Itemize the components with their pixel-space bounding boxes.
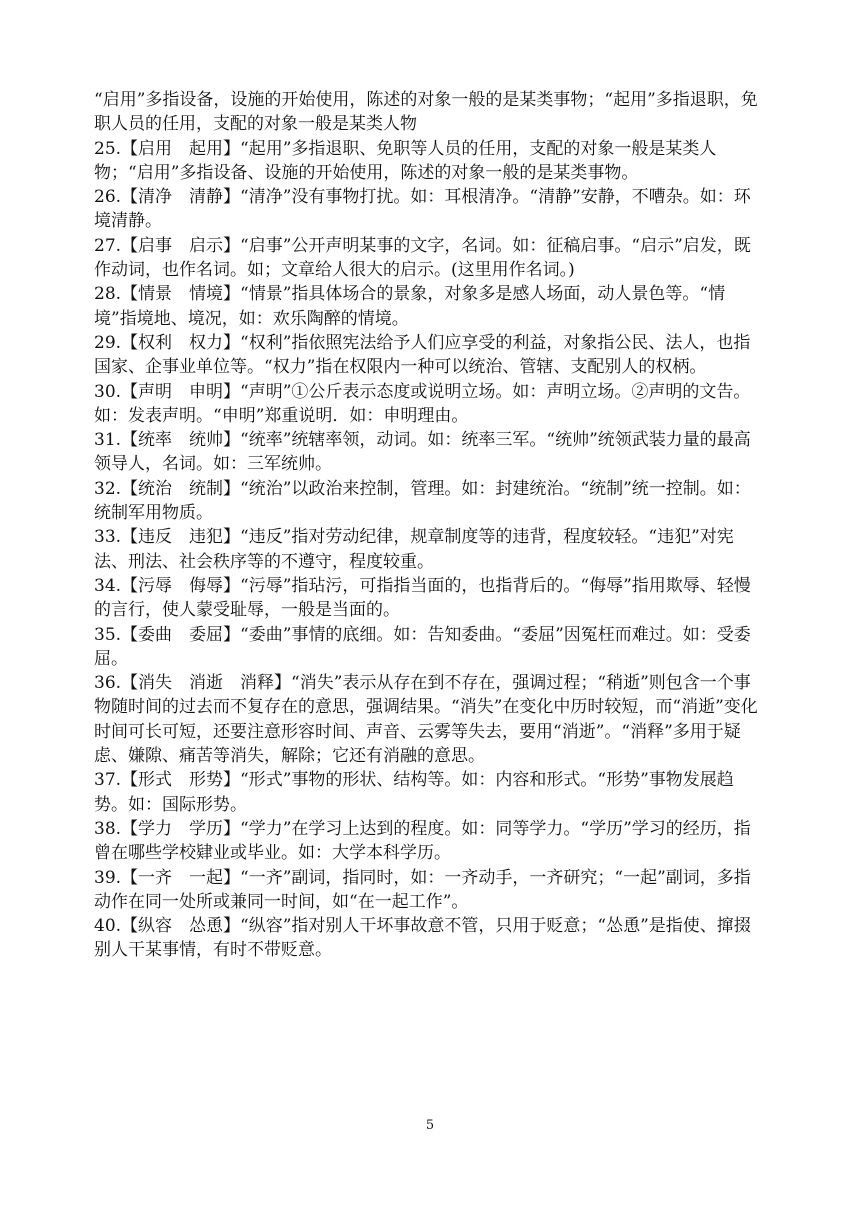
entry-26: 26.【清净 清静】“清净”没有事物打扰。如：耳根清净。“清静”安静，不嘈杂。如：环境清静。 xyxy=(94,187,751,232)
entry-continuation: “启用”多指设备，设施的开始使用，陈述的对象一般的是某类事物；“起用”多指退职，免职人员的任用，支配的对象一般是某类人物 xyxy=(94,90,758,135)
entry-31: 31.【统率 统帅】“统率”统辖率领，动词。如：统率三军。“统帅”统领武装力量的最高领导人，名词。如：三军统帅。 xyxy=(94,430,751,475)
entry-38: 38.【学力 学历】“学力”在学习上达到的程度。如：同等学力。“学历”学习的经历，指曾在哪些学校肄业或毕业。如：大学本科学历。 xyxy=(94,818,751,864)
entry-27: 27.【启事 启示】“启事”公开声明某事的文字，名词。如：征稿启事。“启示”启发，既作动词，也作名词。如；文章给人很大的启示。(这里用作名词。) xyxy=(94,235,751,281)
document-body xyxy=(94,88,766,963)
page-number: 5 xyxy=(425,1118,435,1133)
entry-35: 35.【委曲 委屈】“委曲”事情的底细。如：告知委曲。“委屈”因冤枉而难过。如：受委屈。 xyxy=(94,624,751,669)
entry-39: 39.【一齐 一起】“一齐”副词，指同时，如：一齐动手，一齐研究；“一起”副词，多指动作在同一处所或兼同一时间，如“在一起工作”。 xyxy=(94,867,751,912)
entry-34: 34.【污辱 侮辱】“污辱”指玷污，可指指当面的，也指背后的。“侮辱”指用欺辱、轻慢的言行，使人蒙受耻辱，一般是当面的。 xyxy=(94,575,751,621)
entry-25: 25.【启用 起用】“起用”多指退职、免职等人员的任用，支配的对象一般是某类人物；“启用”多指设备、设施的开始使用，陈述的对象一般的是某类事物。 xyxy=(94,138,717,183)
entry-32: 32.【统治 统制】“统治”以政治来控制，管理。如：封建统治。“统制”统一控制。如：统制军用物质。 xyxy=(94,478,751,524)
entry-37: 37.【形式 形势】“形式”事物的形状、结构等。如：内容和形式。“形势”事物发展趋势。如：国际形势。 xyxy=(94,770,734,815)
entry-28: 28.【情景 情境】“情景”指具体场合的景象，对象多是感人场面，动人景色等。“情境”指境地、境况，如：欢乐陶醉的情境。 xyxy=(94,284,726,329)
entry-33: 33.【违反 违犯】“违反”指对劳动纪律，规章制度等的违背，程度较轻。“违犯”对宪法、刑法、社会秩序等的不遵守，程度较重。 xyxy=(94,527,734,572)
entry-40: 40.【纵容 怂恿】“纵容”指对别人干坏事故意不管，只用于贬意；“怂恿”是指使、撺掇别人干某事情，有时不带贬意。 xyxy=(94,916,751,961)
entry-36: 36.【消失 消逝 消释】“消失”表示从存在到不存在，强调过程；“稍逝”则包含一个事物随时间的过去而不复存在的意思，强调结果。“消失”在变化中历时较短，而“消逝”变化时间可长可短，还要注意形容时间、声音、云雾等失去，要用“消逝”。“消释”多用于疑虑、嫌隙、痛苦等消失，解除；它还有消融的意思。 xyxy=(94,673,758,767)
entry-29: 29.【权利 权力】“权利”指依照宪法给予人们应享受的利益，对象指公民、法人，也指国家、企事业单位等。“权力”指在权限内一种可以统治、管辖、支配别人的权柄。 xyxy=(94,332,751,378)
entry-30: 30.【声明 申明】“声明”①公斤表示态度或说明立场。如：声明立场。②声明的文告。如：发表声明。“申明”郑重说明．如：申明理由。 xyxy=(94,381,751,426)
